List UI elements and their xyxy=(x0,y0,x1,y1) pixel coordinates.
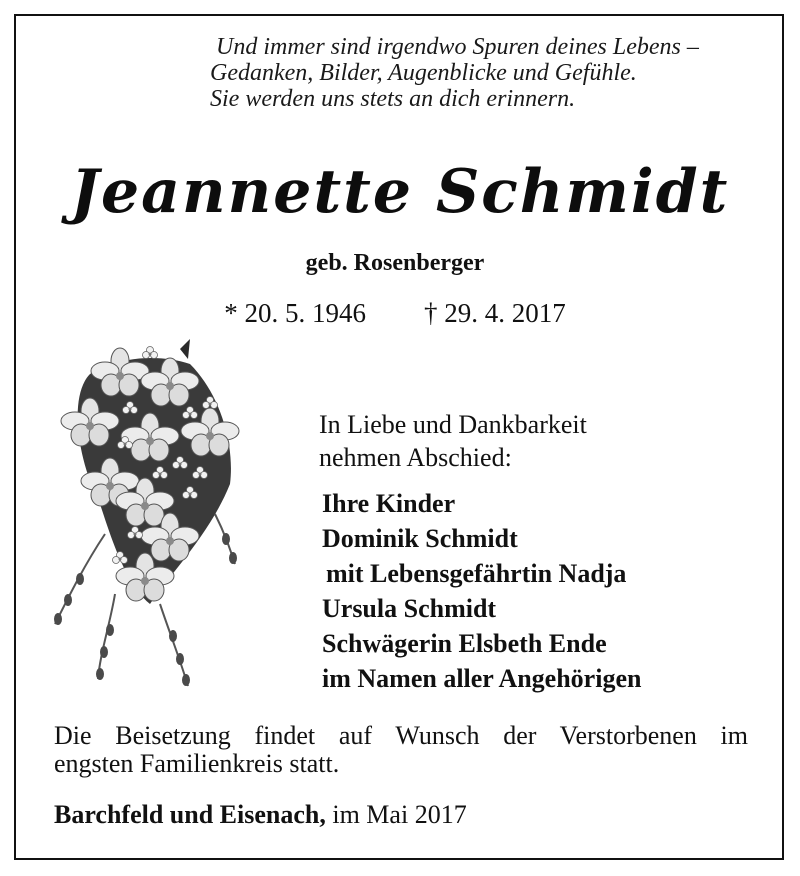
orchid-bouquet-image xyxy=(30,334,245,694)
memorial-poem xyxy=(210,34,699,112)
mourner-line: Ursula Schmidt xyxy=(322,594,497,623)
birth-date: * 20. 5. 1946 xyxy=(224,298,366,328)
death-date: † 29. 4. 2017 xyxy=(424,298,566,328)
place-towns: Barchfeld und Eisenach, xyxy=(54,800,326,829)
farewell-line-1: In Liebe und Dankbarkeit xyxy=(319,410,587,439)
mourner-line: im Namen aller Angehörigen xyxy=(322,664,642,693)
poem-line-2: Gedanken, Bilder, Augenblicke und Gefühle. xyxy=(210,60,637,86)
poem-line-1: Und immer sind irgendwo Spuren deines Lebens – xyxy=(216,34,699,60)
funeral-notice xyxy=(54,722,748,778)
mourner-line: mit Lebensgefährtin Nadja xyxy=(326,559,627,588)
maiden-name: geb. Rosenberger xyxy=(305,250,485,276)
place-and-date xyxy=(54,800,467,830)
mourner-line: Schwägerin Elsbeth Ende xyxy=(322,629,607,658)
notice-date: im Mai 2017 xyxy=(325,800,467,829)
deceased-name: Jeannette Schmidt xyxy=(70,157,730,227)
life-dates xyxy=(0,296,790,330)
mourner-line: Ihre Kinder xyxy=(322,489,456,518)
farewell-text xyxy=(319,408,587,474)
notice-line-2: engsten Familienkreis statt. xyxy=(54,749,340,778)
farewell-line-2: nehmen Abschied: xyxy=(319,443,512,472)
mourners-list xyxy=(322,486,641,696)
mourner-line: Dominik Schmidt xyxy=(322,524,518,553)
notice-line-1: Die Beisetzung findet auf Wunsch der Verstorbenen im xyxy=(54,721,748,750)
poem-line-3: Sie werden uns stets an dich erinnern. xyxy=(210,86,576,112)
